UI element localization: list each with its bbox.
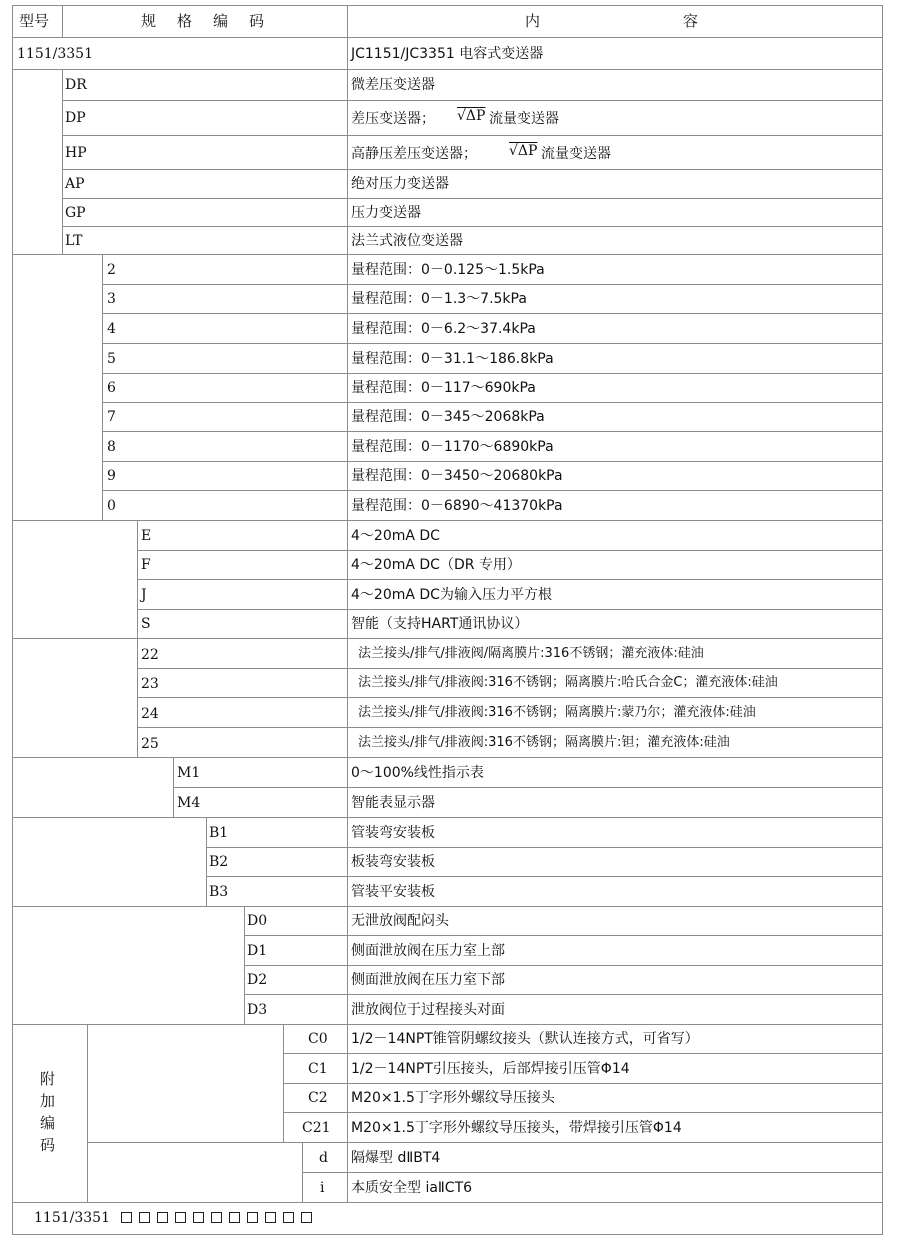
range-code: 9 xyxy=(107,468,116,484)
bracket-code-cell xyxy=(206,817,348,848)
type-desc: 绝对压力变送器 xyxy=(351,176,449,192)
header-spec-char: 编 xyxy=(213,12,229,30)
range-code-cell xyxy=(102,254,348,285)
drain-desc-cell xyxy=(347,906,883,936)
material-code: 24 xyxy=(141,706,159,722)
additional-label-char: 编 xyxy=(40,1114,56,1132)
output-code: J xyxy=(141,587,147,603)
meter-code-cell xyxy=(173,787,348,818)
explosion-desc-cell xyxy=(347,1142,883,1173)
code-box xyxy=(211,1212,222,1223)
type-desc: 微差压变送器 xyxy=(351,77,435,93)
explosion-desc: 本质安全型 iaⅡCT6 xyxy=(351,1180,473,1196)
range-desc-cell xyxy=(347,490,883,521)
range-desc: 量程范围：0－3450～20680kPa xyxy=(351,468,563,484)
range-code: 3 xyxy=(107,291,116,307)
connection-desc: M20×1.5丁字形外螺纹导压接头 xyxy=(351,1090,555,1106)
type-desc: 法兰式液位变送器 xyxy=(351,233,463,249)
range-code-cell xyxy=(102,313,348,344)
type-desc-cell xyxy=(347,135,883,170)
drain-group-spacer xyxy=(12,906,245,1025)
output-desc: 4～20mA DC为输入压力平方根 xyxy=(351,587,552,603)
range-desc-cell xyxy=(347,284,883,314)
footer-code-boxes xyxy=(121,1209,319,1227)
type-code-cell xyxy=(62,169,348,199)
explosion-desc-cell xyxy=(347,1172,883,1203)
code-box xyxy=(265,1212,276,1223)
output-code: S xyxy=(141,616,151,632)
base-code: 1151/3351 xyxy=(17,46,93,62)
type-desc-cell xyxy=(347,69,883,101)
explosion-code: d xyxy=(319,1150,328,1166)
connection-code-cell xyxy=(283,1083,348,1113)
range-code: 4 xyxy=(107,321,116,337)
bracket-desc: 板装弯安装板 xyxy=(351,854,435,870)
output-desc-cell xyxy=(347,550,883,580)
meter-desc-cell xyxy=(347,757,883,788)
bracket-desc: 管装弯安装板 xyxy=(351,825,435,841)
type-desc: 差压变送器； xyxy=(351,111,435,127)
range-desc: 量程范围：0－0.125～1.5kPa xyxy=(351,262,545,278)
additional-label-char: 码 xyxy=(40,1136,56,1154)
meter-group-spacer xyxy=(12,757,174,818)
material-desc: 法兰接头/排气/排液阀/隔离膜片:316不锈钢；灌充液体:硅油 xyxy=(358,646,704,661)
output-desc-cell xyxy=(347,609,883,639)
connection-group-spacer xyxy=(87,1024,284,1143)
explosion-group-spacer xyxy=(87,1142,303,1203)
drain-code-cell xyxy=(244,994,348,1025)
material-code-cell xyxy=(137,638,348,669)
bracket-code: B2 xyxy=(209,854,229,870)
range-code-cell xyxy=(102,461,348,491)
code-box xyxy=(121,1212,132,1223)
drain-desc: 泄放阀位于过程接头对面 xyxy=(351,1002,505,1018)
connection-desc: 1/2－14NPT锥管阴螺纹接头（默认连接方式，可省写） xyxy=(351,1031,699,1047)
output-desc: 智能（支持HART通讯协议） xyxy=(351,616,529,632)
header-content-char: 容 xyxy=(683,12,699,30)
output-desc: 4～20mA DC xyxy=(351,528,440,544)
output-desc-cell xyxy=(347,579,883,610)
material-code-cell xyxy=(137,668,348,698)
range-group-spacer xyxy=(12,254,103,521)
connection-desc-cell xyxy=(347,1112,883,1143)
material-desc-cell xyxy=(347,697,883,728)
material-code-cell xyxy=(137,727,348,758)
code-box xyxy=(229,1212,240,1223)
meter-code: M4 xyxy=(177,795,201,811)
material-desc: 法兰接头/排气/排液阀:316不锈钢；隔离膜片:蒙乃尔；灌充液体:硅油 xyxy=(358,705,756,720)
drain-desc-cell xyxy=(347,965,883,995)
header-model: 型号 xyxy=(19,12,50,30)
connection-code: C0 xyxy=(308,1031,328,1047)
type-desc: 高静压差压变送器； xyxy=(351,146,477,162)
type-code-cell xyxy=(62,135,348,170)
base-desc-cell xyxy=(347,37,883,70)
bracket-code-cell xyxy=(206,876,348,907)
range-desc-cell xyxy=(347,461,883,491)
range-desc: 量程范围：0－1170～6890kPa xyxy=(351,439,554,455)
drain-desc-cell xyxy=(347,994,883,1025)
connection-code: C21 xyxy=(302,1120,331,1136)
type-desc-cell xyxy=(347,100,883,136)
connection-desc-cell xyxy=(347,1024,883,1054)
drain-code: D0 xyxy=(247,913,268,929)
bracket-group-spacer xyxy=(12,817,207,907)
bracket-desc: 管装平安装板 xyxy=(351,884,435,900)
header-spec-char: 格 xyxy=(177,12,193,30)
drain-code-cell xyxy=(244,906,348,936)
meter-code: M1 xyxy=(177,765,201,781)
code-box xyxy=(283,1212,294,1223)
type-code-cell xyxy=(62,198,348,227)
type-desc-suffix: 流量变送器 xyxy=(541,146,611,162)
range-code: 0 xyxy=(107,498,116,514)
type-code: DR xyxy=(65,77,87,93)
meter-desc: 智能表显示器 xyxy=(351,795,435,811)
additional-label-char: 加 xyxy=(40,1092,56,1110)
header-content-cell xyxy=(347,5,883,38)
bracket-code: B3 xyxy=(209,884,229,900)
meter-code-cell xyxy=(173,757,348,788)
drain-code: D3 xyxy=(247,1002,268,1018)
drain-code: D1 xyxy=(247,943,268,959)
code-box xyxy=(157,1212,168,1223)
type-desc: 压力变送器 xyxy=(351,205,421,221)
connection-desc-cell xyxy=(347,1053,883,1084)
type-code: GP xyxy=(65,205,86,221)
drain-code: D2 xyxy=(247,972,268,988)
base-code-cell xyxy=(12,37,348,70)
connection-desc: M20×1.5丁字形外螺纹导压接头，带焊接引压管Φ14 xyxy=(351,1120,682,1136)
output-code-cell xyxy=(137,550,348,580)
sqrt-delta-p-formula: √ΔP xyxy=(509,143,538,159)
meter-desc: 0～100%线性指示表 xyxy=(351,765,484,781)
range-code-cell xyxy=(102,373,348,403)
type-desc-suffix: 流量变送器 xyxy=(489,111,559,127)
type-code-cell xyxy=(62,226,348,255)
range-code-cell xyxy=(102,284,348,314)
type-code: HP xyxy=(65,145,87,161)
code-box xyxy=(139,1212,150,1223)
range-code-cell xyxy=(102,431,348,462)
range-desc: 量程范围：0－6890～41370kPa xyxy=(351,498,563,514)
range-code-cell xyxy=(102,343,348,374)
connection-code-cell xyxy=(283,1112,348,1143)
output-desc: 4～20mA DC（DR 专用） xyxy=(351,557,521,573)
output-code-cell xyxy=(137,579,348,610)
output-code: E xyxy=(141,528,152,544)
range-desc-cell xyxy=(347,431,883,462)
type-code: LT xyxy=(65,233,83,249)
range-desc: 量程范围：0－1.3～7.5kPa xyxy=(351,291,527,307)
additional-label-char: 附 xyxy=(40,1070,56,1088)
bracket-code: B1 xyxy=(209,825,229,841)
code-box xyxy=(301,1212,312,1223)
header-spec-cell xyxy=(62,5,348,38)
type-code-cell xyxy=(62,69,348,101)
range-desc-cell xyxy=(347,373,883,403)
range-code-cell xyxy=(102,490,348,521)
connection-desc-cell xyxy=(347,1083,883,1113)
material-desc-cell xyxy=(347,638,883,669)
connection-code-cell xyxy=(283,1024,348,1054)
code-box xyxy=(193,1212,204,1223)
output-code-cell xyxy=(137,609,348,639)
bracket-code-cell xyxy=(206,847,348,877)
drain-desc-cell xyxy=(347,935,883,966)
output-code-cell xyxy=(137,520,348,551)
type-code: DP xyxy=(65,110,86,126)
range-desc: 量程范围：0－31.1～186.8kPa xyxy=(351,351,554,367)
explosion-code-cell xyxy=(302,1172,348,1203)
output-group-spacer xyxy=(12,520,138,639)
explosion-desc: 隔爆型 dⅡBT4 xyxy=(351,1150,441,1166)
drain-desc: 侧面泄放阀在压力室下部 xyxy=(351,972,505,988)
header-spec-char: 码 xyxy=(249,12,265,30)
range-desc-cell xyxy=(347,402,883,432)
material-code-cell xyxy=(137,697,348,728)
material-desc: 法兰接头/排气/排液阀:316不锈钢；隔离膜片:哈氏合金C；灌充液体:硅油 xyxy=(358,675,778,690)
connection-code: C1 xyxy=(308,1061,328,1077)
footer-cell xyxy=(12,1202,883,1235)
output-desc-cell xyxy=(347,520,883,551)
bracket-desc-cell xyxy=(347,876,883,907)
range-desc: 量程范围：0－345～2068kPa xyxy=(351,409,545,425)
footer-model-prefix: 1151/3351 xyxy=(34,1210,110,1226)
drain-code-cell xyxy=(244,935,348,966)
explosion-code-cell xyxy=(302,1142,348,1173)
code-box xyxy=(247,1212,258,1223)
type-desc-cell xyxy=(347,226,883,255)
drain-desc: 无泄放阀配闷头 xyxy=(351,913,449,929)
output-code: F xyxy=(141,557,151,573)
bracket-desc-cell xyxy=(347,847,883,877)
material-code: 22 xyxy=(141,647,159,663)
type-desc-cell xyxy=(347,169,883,199)
material-code: 25 xyxy=(141,736,159,752)
type-code-cell xyxy=(62,100,348,136)
sqrt-delta-p-formula: √ΔP xyxy=(457,108,486,124)
range-code: 7 xyxy=(107,409,116,425)
drain-desc: 侧面泄放阀在压力室上部 xyxy=(351,943,505,959)
material-desc-cell xyxy=(347,668,883,698)
range-code: 6 xyxy=(107,380,116,396)
header-spec-char: 规 xyxy=(141,12,157,30)
material-group-spacer xyxy=(12,638,138,758)
range-desc-cell xyxy=(347,343,883,374)
range-desc: 量程范围：0－6.2～37.4kPa xyxy=(351,321,536,337)
range-desc-cell xyxy=(347,313,883,344)
code-box xyxy=(175,1212,186,1223)
connection-code-cell xyxy=(283,1053,348,1084)
material-desc: 法兰接头/排气/排液阀:316不锈钢；隔离膜片:钽；灌充液体:硅油 xyxy=(358,735,730,750)
type-desc-cell xyxy=(347,198,883,227)
range-code: 2 xyxy=(107,262,116,278)
connection-desc: 1/2－14NPT引压接头，后部焊接引压管Φ14 xyxy=(351,1061,630,1077)
type-code: AP xyxy=(65,176,85,192)
range-desc-cell xyxy=(347,254,883,285)
meter-desc-cell xyxy=(347,787,883,818)
base-desc: JC1151/JC3351 电容式变送器 xyxy=(351,46,544,62)
additional-label-cell xyxy=(12,1024,88,1203)
range-desc: 量程范围：0－117～690kPa xyxy=(351,380,536,396)
range-code-cell xyxy=(102,402,348,432)
explosion-code: i xyxy=(320,1180,325,1196)
material-code: 23 xyxy=(141,676,159,692)
drain-code-cell xyxy=(244,965,348,995)
range-code: 8 xyxy=(107,439,116,455)
connection-code: C2 xyxy=(308,1090,328,1106)
header-content-char: 内 xyxy=(525,12,541,30)
range-code: 5 xyxy=(107,351,116,367)
material-desc-cell xyxy=(347,727,883,758)
type-group-spacer xyxy=(12,69,63,255)
header-model-cell xyxy=(12,5,63,38)
bracket-desc-cell xyxy=(347,817,883,848)
